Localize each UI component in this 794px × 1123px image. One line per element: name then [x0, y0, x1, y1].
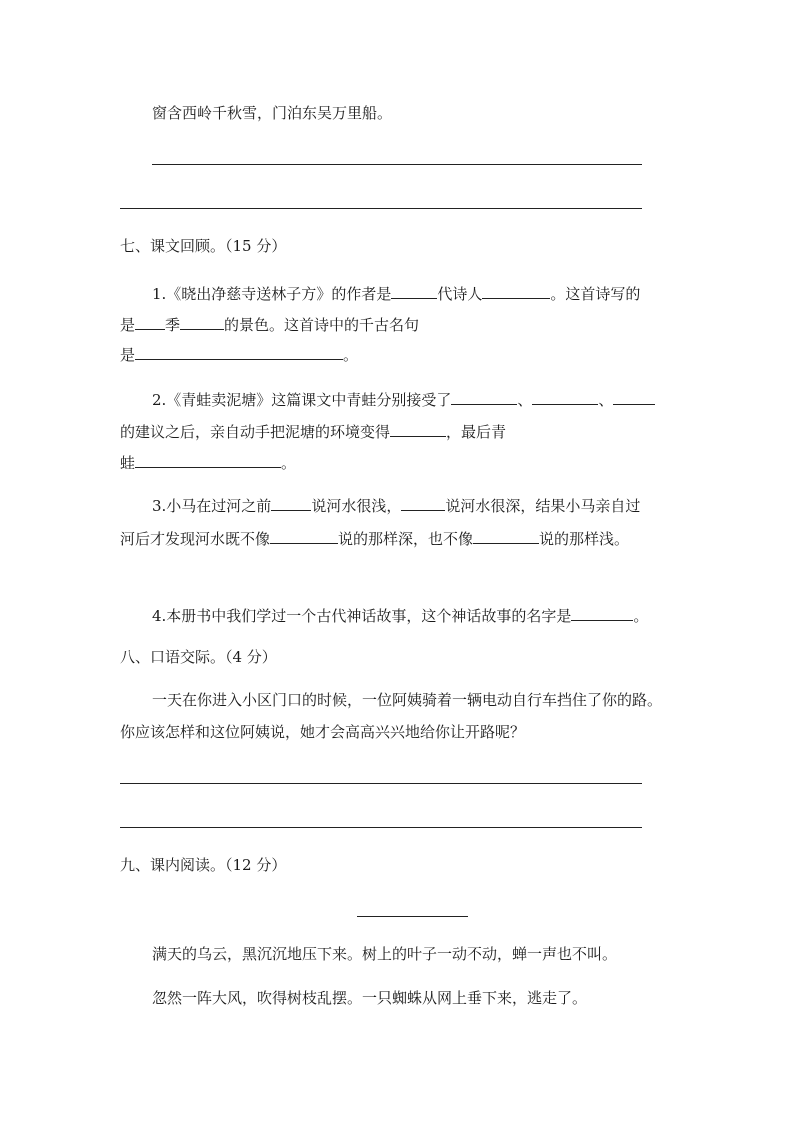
reading-paragraph-2: 忽然一阵大风，吹得树枝乱摆。一只蜘蛛从网上垂下来，逃走了。	[152, 989, 588, 1007]
fill-blank[interactable]	[571, 604, 633, 621]
fill-blank[interactable]	[401, 494, 445, 511]
section7-heading: 七、课文回顾。（15 分）	[120, 237, 287, 255]
answer-line[interactable]	[152, 164, 642, 165]
section8-heading: 八、口语交际。（4 分）	[120, 648, 277, 666]
answer-line[interactable]	[120, 783, 642, 784]
q2-line3: 蛙 。	[120, 451, 296, 473]
fill-blank[interactable]	[271, 494, 311, 511]
reading-paragraph-1: 满天的乌云，黑沉沉地压下来。树上的叶子一动不动，蝉一声也不叫。	[152, 945, 618, 963]
poem-line: 窗含西岭千秋雪，门泊东吴万里船。	[152, 104, 393, 122]
fill-blank[interactable]	[135, 313, 165, 330]
fill-blank[interactable]	[532, 388, 598, 405]
q4-line: 4.本册书中我们学过一个古代神话故事，这个神话故事的名字是 。	[152, 604, 648, 626]
fill-blank[interactable]	[613, 388, 655, 405]
q1-line1: 1.《晓出净慈寺送林子方》的作者是 代诗人 。这首诗写的	[152, 282, 640, 304]
section8-paragraph-line2: 你应该怎样和这位阿姨说，她才会高高兴兴地给你让开路呢？	[120, 723, 526, 741]
fill-blank[interactable]	[482, 282, 550, 299]
q2-line1: 2.《青蛙卖泥塘》这篇课文中青蛙分别接受了 、 、	[152, 388, 655, 410]
q1-line3: 是 。	[120, 343, 358, 365]
fill-blank[interactable]	[390, 420, 446, 437]
fill-blank[interactable]	[391, 282, 437, 299]
fill-blank[interactable]	[180, 313, 224, 330]
q1-line2: 是 季 的景色。这首诗中的千古名句	[120, 313, 419, 335]
fill-blank[interactable]	[135, 343, 343, 360]
answer-line[interactable]	[120, 208, 642, 209]
fill-blank[interactable]	[270, 527, 338, 544]
q2-line2: 的建议之后，亲自动手把泥塘的环境变得 ，最后青	[120, 420, 506, 442]
section9-heading: 九、课内阅读。（12 分）	[120, 856, 287, 874]
title-blank[interactable]	[357, 916, 468, 917]
fill-blank[interactable]	[135, 451, 281, 468]
section8-paragraph-line1: 一天在你进入小区门口的时候，一位阿姨骑着一辆电动自行车挡住了你的路。	[152, 691, 663, 709]
q3-line2: 河后才发现河水既不像 说的那样深，也不像 说的那样浅。	[120, 527, 629, 549]
answer-line[interactable]	[120, 827, 642, 828]
q3-line1: 3.小马在过河之前 说河水很浅， 说河水很深，结果小马亲自过	[152, 494, 640, 516]
fill-blank[interactable]	[451, 388, 517, 405]
fill-blank[interactable]	[473, 527, 539, 544]
